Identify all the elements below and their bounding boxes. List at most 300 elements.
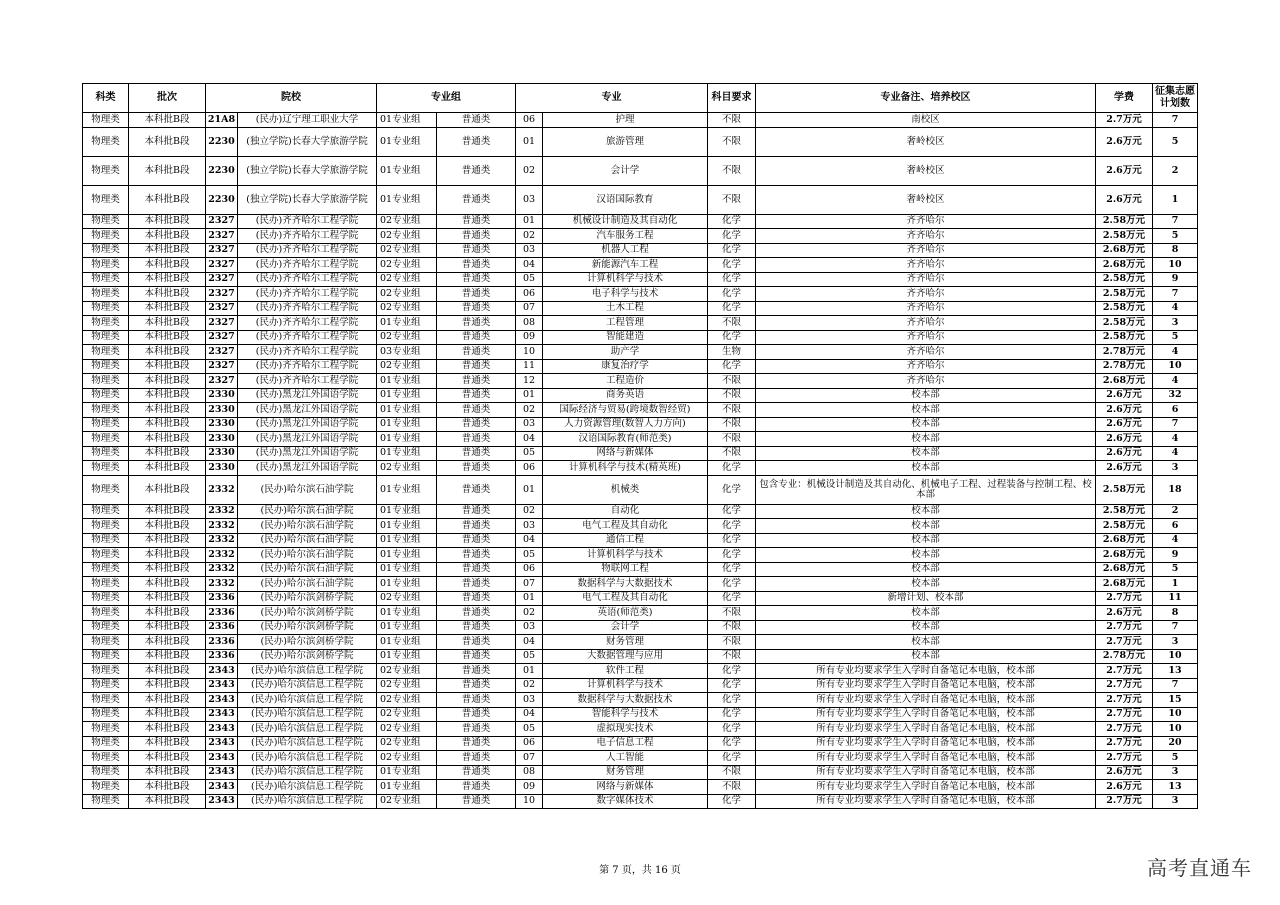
- cell-group: 01专业组: [377, 185, 437, 214]
- cell-batch: 本科批B段: [129, 272, 206, 287]
- cell-batch: 本科批B段: [129, 374, 206, 389]
- cell-tuition: 2.58万元: [1096, 272, 1153, 287]
- cell-major-code: 04: [516, 533, 543, 548]
- cell-category: 物理类: [83, 606, 129, 621]
- cell-school-name: (民办)齐齐哈尔工程学院: [238, 316, 377, 331]
- cell-major-code: 05: [516, 272, 543, 287]
- cell-tuition: 2.68万元: [1096, 374, 1153, 389]
- cell-subject-requirement: 化学: [708, 736, 756, 751]
- cell-school-code: 2332: [206, 504, 238, 519]
- table-row: [83, 635, 1198, 650]
- cell-batch: 本科批B段: [129, 533, 206, 548]
- cell-group-type: 普通类: [437, 765, 516, 780]
- cell-batch: 本科批B段: [129, 577, 206, 592]
- cell-notes: 校本部: [756, 548, 1096, 563]
- cell-notes: 奢岭校区: [756, 185, 1096, 214]
- cell-school-code: 2343: [206, 678, 238, 693]
- cell-plan-count: 7: [1153, 620, 1198, 635]
- cell-plan-count: 15: [1153, 693, 1198, 708]
- cell-group: 02专业组: [377, 664, 437, 679]
- cell-notes: 所有专业均要求学生入学时自备笔记本电脑，校本部: [756, 765, 1096, 780]
- cell-school-name: (民办)哈尔滨石油学院: [238, 475, 377, 504]
- cell-notes: 所有专业均要求学生入学时自备笔记本电脑，校本部: [756, 751, 1096, 766]
- cell-tuition: 2.6万元: [1096, 446, 1153, 461]
- cell-major-name: 工程造价: [543, 374, 708, 389]
- cell-notes: 齐齐哈尔: [756, 316, 1096, 331]
- cell-batch: 本科批B段: [129, 765, 206, 780]
- cell-group-type: 普通类: [437, 707, 516, 722]
- cell-major-code: 03: [516, 620, 543, 635]
- cell-subject-requirement: 不限: [708, 765, 756, 780]
- cell-group: 01专业组: [377, 127, 437, 156]
- cell-plan-count: 8: [1153, 606, 1198, 621]
- cell-notes: 所有专业均要求学生入学时自备笔记本电脑，校本部: [756, 678, 1096, 693]
- cell-plan-count: 8: [1153, 243, 1198, 258]
- cell-batch: 本科批B段: [129, 707, 206, 722]
- cell-major-code: 03: [516, 519, 543, 534]
- cell-school-name: (民办)哈尔滨信息工程学院: [238, 736, 377, 751]
- cell-notes: 校本部: [756, 620, 1096, 635]
- cell-major-name: 电子信息工程: [543, 736, 708, 751]
- cell-school-code: 2343: [206, 794, 238, 809]
- cell-school-code: 2330: [206, 432, 238, 447]
- cell-major-name: 护理: [543, 113, 708, 128]
- cell-group: 01专业组: [377, 635, 437, 650]
- cell-batch: 本科批B段: [129, 736, 206, 751]
- cell-tuition: 2.68万元: [1096, 577, 1153, 592]
- cell-major-code: 02: [516, 403, 543, 418]
- cell-group-type: 普通类: [437, 374, 516, 389]
- cell-major-code: 07: [516, 577, 543, 592]
- table-row: [83, 591, 1198, 606]
- cell-major-code: 05: [516, 649, 543, 664]
- cell-group: 02专业组: [377, 591, 437, 606]
- cell-school-name: (民办)哈尔滨信息工程学院: [238, 751, 377, 766]
- cell-group-type: 普通类: [437, 635, 516, 650]
- table-row: [83, 504, 1198, 519]
- table-row: [83, 417, 1198, 432]
- cell-group-type: 普通类: [437, 736, 516, 751]
- cell-group: 01专业组: [377, 156, 437, 185]
- cell-notes: 所有专业均要求学生入学时自备笔记本电脑，校本部: [756, 693, 1096, 708]
- cell-tuition: 2.7万元: [1096, 113, 1153, 128]
- cell-tuition: 2.7万元: [1096, 635, 1153, 650]
- cell-plan-count: 4: [1153, 533, 1198, 548]
- cell-batch: 本科批B段: [129, 127, 206, 156]
- cell-group-type: 普通类: [437, 461, 516, 476]
- cell-school-code: 21A8: [206, 113, 238, 128]
- table-row: [83, 287, 1198, 302]
- cell-group-type: 普通类: [437, 446, 516, 461]
- cell-notes: 齐齐哈尔: [756, 359, 1096, 374]
- header-tuition: 学费: [1096, 84, 1153, 113]
- cell-group: 02专业组: [377, 330, 437, 345]
- cell-group: 01专业组: [377, 113, 437, 128]
- cell-major-name: 大数据管理与应用: [543, 649, 708, 664]
- cell-major-code: 08: [516, 765, 543, 780]
- header-plan-count: 征集志愿计划数: [1153, 84, 1198, 113]
- cell-group: 01专业组: [377, 504, 437, 519]
- cell-school-code: 2343: [206, 693, 238, 708]
- cell-category: 物理类: [83, 301, 129, 316]
- cell-group-type: 普通类: [437, 751, 516, 766]
- header-major-group: 专业组: [377, 84, 516, 113]
- cell-major-code: 07: [516, 751, 543, 766]
- cell-notes: 校本部: [756, 432, 1096, 447]
- cell-category: 物理类: [83, 113, 129, 128]
- cell-notes: 南校区: [756, 113, 1096, 128]
- cell-group-type: 普通类: [437, 214, 516, 229]
- cell-school-name: (独立学院)长春大学旅游学院: [238, 156, 377, 185]
- cell-group: 01专业组: [377, 432, 437, 447]
- cell-school-name: (民办)黑龙江外国语学院: [238, 432, 377, 447]
- cell-subject-requirement: 化学: [708, 577, 756, 592]
- cell-category: 物理类: [83, 330, 129, 345]
- cell-school-name: (民办)哈尔滨信息工程学院: [238, 664, 377, 679]
- cell-school-name: (民办)哈尔滨信息工程学院: [238, 678, 377, 693]
- cell-major-code: 03: [516, 185, 543, 214]
- table-row: [83, 127, 1198, 156]
- cell-notes: 校本部: [756, 577, 1096, 592]
- cell-batch: 本科批B段: [129, 504, 206, 519]
- cell-plan-count: 6: [1153, 403, 1198, 418]
- cell-category: 物理类: [83, 678, 129, 693]
- table-row: [83, 562, 1198, 577]
- table-row: [83, 388, 1198, 403]
- cell-plan-count: 3: [1153, 461, 1198, 476]
- cell-category: 物理类: [83, 316, 129, 331]
- cell-category: 物理类: [83, 272, 129, 287]
- cell-group: 02专业组: [377, 794, 437, 809]
- cell-school-name: (民办)黑龙江外国语学院: [238, 461, 377, 476]
- cell-category: 物理类: [83, 635, 129, 650]
- cell-batch: 本科批B段: [129, 330, 206, 345]
- cell-school-name: (民办)齐齐哈尔工程学院: [238, 301, 377, 316]
- cell-school-code: 2336: [206, 591, 238, 606]
- cell-major-name: 计算机科学与技术: [543, 272, 708, 287]
- cell-plan-count: 3: [1153, 316, 1198, 331]
- cell-plan-count: 4: [1153, 432, 1198, 447]
- cell-group-type: 普通类: [437, 519, 516, 534]
- cell-school-code: 2336: [206, 649, 238, 664]
- cell-tuition: 2.7万元: [1096, 678, 1153, 693]
- cell-group: 02专业组: [377, 693, 437, 708]
- cell-major-code: 03: [516, 417, 543, 432]
- cell-major-name: 通信工程: [543, 533, 708, 548]
- cell-major-code: 03: [516, 693, 543, 708]
- cell-tuition: 2.58万元: [1096, 301, 1153, 316]
- cell-tuition: 2.58万元: [1096, 229, 1153, 244]
- cell-notes: 所有专业均要求学生入学时自备笔记本电脑，校本部: [756, 780, 1096, 795]
- cell-major-name: 新能源汽车工程: [543, 258, 708, 273]
- header-batch: 批次: [129, 84, 206, 113]
- cell-major-name: 虚拟现实技术: [543, 722, 708, 737]
- cell-group: 01专业组: [377, 562, 437, 577]
- cell-plan-count: 10: [1153, 258, 1198, 273]
- cell-school-code: 2327: [206, 301, 238, 316]
- table-row: [83, 620, 1198, 635]
- cell-plan-count: 9: [1153, 548, 1198, 563]
- cell-tuition: 2.68万元: [1096, 258, 1153, 273]
- cell-subject-requirement: 化学: [708, 751, 756, 766]
- cell-major-name: 工程管理: [543, 316, 708, 331]
- cell-notes: 所有专业均要求学生入学时自备笔记本电脑，校本部: [756, 707, 1096, 722]
- cell-school-name: (民办)齐齐哈尔工程学院: [238, 229, 377, 244]
- cell-major-code: 10: [516, 345, 543, 360]
- cell-subject-requirement: 化学: [708, 548, 756, 563]
- cell-plan-count: 7: [1153, 678, 1198, 693]
- cell-group-type: 普通类: [437, 475, 516, 504]
- cell-major-code: 09: [516, 330, 543, 345]
- cell-group-type: 普通类: [437, 345, 516, 360]
- table-row: [83, 736, 1198, 751]
- cell-school-name: (民办)齐齐哈尔工程学院: [238, 374, 377, 389]
- cell-group-type: 普通类: [437, 243, 516, 258]
- cell-tuition: 2.78万元: [1096, 359, 1153, 374]
- cell-school-code: 2343: [206, 707, 238, 722]
- table-row: [83, 765, 1198, 780]
- table-row: [83, 649, 1198, 664]
- cell-subject-requirement: 化学: [708, 533, 756, 548]
- cell-major-name: 软件工程: [543, 664, 708, 679]
- table-row: [83, 606, 1198, 621]
- cell-school-name: (民办)黑龙江外国语学院: [238, 446, 377, 461]
- cell-major-code: 03: [516, 243, 543, 258]
- cell-group-type: 普通类: [437, 272, 516, 287]
- cell-school-code: 2327: [206, 258, 238, 273]
- cell-tuition: 2.7万元: [1096, 620, 1153, 635]
- cell-group-type: 普通类: [437, 388, 516, 403]
- cell-group-type: 普通类: [437, 287, 516, 302]
- cell-school-code: 2327: [206, 287, 238, 302]
- cell-subject-requirement: 不限: [708, 620, 756, 635]
- cell-batch: 本科批B段: [129, 185, 206, 214]
- cell-group: 02专业组: [377, 301, 437, 316]
- cell-group-type: 普通类: [437, 127, 516, 156]
- cell-subject-requirement: 化学: [708, 794, 756, 809]
- cell-category: 物理类: [83, 577, 129, 592]
- cell-tuition: 2.78万元: [1096, 345, 1153, 360]
- cell-notes: 校本部: [756, 461, 1096, 476]
- cell-subject-requirement: 化学: [708, 229, 756, 244]
- cell-major-name: 国际经济与贸易(跨境数智经贸): [543, 403, 708, 418]
- cell-school-code: 2230: [206, 127, 238, 156]
- cell-category: 物理类: [83, 359, 129, 374]
- cell-group: 02专业组: [377, 678, 437, 693]
- cell-tuition: 2.68万元: [1096, 548, 1153, 563]
- cell-plan-count: 3: [1153, 794, 1198, 809]
- cell-school-name: (民办)哈尔滨信息工程学院: [238, 693, 377, 708]
- cell-notes: 所有专业均要求学生入学时自备笔记本电脑，校本部: [756, 664, 1096, 679]
- cell-subject-requirement: 化学: [708, 591, 756, 606]
- cell-group-type: 普通类: [437, 229, 516, 244]
- cell-tuition: 2.6万元: [1096, 403, 1153, 418]
- cell-major-code: 04: [516, 432, 543, 447]
- table-row: [83, 113, 1198, 128]
- cell-plan-count: 20: [1153, 736, 1198, 751]
- cell-major-name: 汽车服务工程: [543, 229, 708, 244]
- cell-subject-requirement: 化学: [708, 664, 756, 679]
- cell-tuition: 2.58万元: [1096, 475, 1153, 504]
- cell-major-name: 康复治疗学: [543, 359, 708, 374]
- cell-school-code: 2327: [206, 345, 238, 360]
- cell-batch: 本科批B段: [129, 113, 206, 128]
- cell-group-type: 普通类: [437, 156, 516, 185]
- cell-school-code: 2327: [206, 272, 238, 287]
- cell-group: 02专业组: [377, 287, 437, 302]
- cell-school-name: (民办)哈尔滨石油学院: [238, 548, 377, 563]
- cell-group-type: 普通类: [437, 722, 516, 737]
- cell-category: 物理类: [83, 504, 129, 519]
- cell-subject-requirement: 化学: [708, 461, 756, 476]
- table-row: [83, 432, 1198, 447]
- cell-plan-count: 5: [1153, 127, 1198, 156]
- table-row: [83, 214, 1198, 229]
- cell-major-name: 电气工程及其自动化: [543, 591, 708, 606]
- cell-major-code: 01: [516, 475, 543, 504]
- cell-notes: 奢岭校区: [756, 127, 1096, 156]
- cell-major-code: 10: [516, 794, 543, 809]
- cell-tuition: 2.6万元: [1096, 388, 1153, 403]
- cell-subject-requirement: 不限: [708, 127, 756, 156]
- cell-major-name: 自动化: [543, 504, 708, 519]
- cell-batch: 本科批B段: [129, 475, 206, 504]
- cell-school-name: (民办)哈尔滨信息工程学院: [238, 780, 377, 795]
- table-row: [83, 185, 1198, 214]
- cell-group: 01专业组: [377, 316, 437, 331]
- cell-category: 物理类: [83, 519, 129, 534]
- table-row: [83, 272, 1198, 287]
- cell-notes: 齐齐哈尔: [756, 345, 1096, 360]
- cell-major-code: 05: [516, 722, 543, 737]
- cell-subject-requirement: 化学: [708, 722, 756, 737]
- cell-batch: 本科批B段: [129, 649, 206, 664]
- cell-group-type: 普通类: [437, 780, 516, 795]
- cell-notes: 包含专业：机械设计制造及其自动化、机械电子工程、过程装备与控制工程、校本部: [756, 475, 1096, 504]
- cell-school-name: (民办)齐齐哈尔工程学院: [238, 243, 377, 258]
- cell-plan-count: 5: [1153, 330, 1198, 345]
- table-row: [83, 664, 1198, 679]
- cell-batch: 本科批B段: [129, 606, 206, 621]
- cell-tuition: 2.68万元: [1096, 562, 1153, 577]
- cell-major-code: 06: [516, 287, 543, 302]
- cell-category: 物理类: [83, 548, 129, 563]
- cell-major-name: 智能建造: [543, 330, 708, 345]
- cell-plan-count: 4: [1153, 446, 1198, 461]
- cell-batch: 本科批B段: [129, 751, 206, 766]
- cell-group-type: 普通类: [437, 606, 516, 621]
- cell-major-name: 计算机科学与技术: [543, 678, 708, 693]
- cell-group: 01专业组: [377, 765, 437, 780]
- cell-plan-count: 4: [1153, 301, 1198, 316]
- cell-notes: 校本部: [756, 504, 1096, 519]
- cell-plan-count: 2: [1153, 504, 1198, 519]
- table-row: [83, 301, 1198, 316]
- cell-school-code: 2327: [206, 330, 238, 345]
- header-category: 科类: [83, 84, 129, 113]
- cell-category: 物理类: [83, 374, 129, 389]
- cell-group: 01专业组: [377, 475, 437, 504]
- cell-school-code: 2343: [206, 722, 238, 737]
- cell-notes: 齐齐哈尔: [756, 214, 1096, 229]
- cell-notes: 齐齐哈尔: [756, 330, 1096, 345]
- cell-major-code: 01: [516, 127, 543, 156]
- cell-notes: 校本部: [756, 403, 1096, 418]
- cell-major-name: 财务管理: [543, 635, 708, 650]
- cell-school-name: (民办)哈尔滨剑桥学院: [238, 591, 377, 606]
- cell-subject-requirement: 化学: [708, 330, 756, 345]
- cell-school-code: 2327: [206, 359, 238, 374]
- cell-plan-count: 13: [1153, 780, 1198, 795]
- cell-notes: 校本部: [756, 417, 1096, 432]
- cell-group: 02专业组: [377, 359, 437, 374]
- cell-category: 物理类: [83, 707, 129, 722]
- cell-notes: 校本部: [756, 649, 1096, 664]
- cell-major-code: 04: [516, 707, 543, 722]
- cell-major-name: 汉语国际教育(师范类): [543, 432, 708, 447]
- cell-school-code: 2230: [206, 156, 238, 185]
- cell-group: 02专业组: [377, 214, 437, 229]
- cell-major-name: 机器人工程: [543, 243, 708, 258]
- cell-plan-count: 6: [1153, 519, 1198, 534]
- cell-tuition: 2.7万元: [1096, 794, 1153, 809]
- cell-major-code: 02: [516, 156, 543, 185]
- cell-subject-requirement: 化学: [708, 287, 756, 302]
- cell-tuition: 2.7万元: [1096, 722, 1153, 737]
- table-row: [83, 533, 1198, 548]
- cell-major-code: 06: [516, 461, 543, 476]
- cell-plan-count: 4: [1153, 345, 1198, 360]
- cell-school-code: 2230: [206, 185, 238, 214]
- table-row: [83, 751, 1198, 766]
- cell-notes: 校本部: [756, 635, 1096, 650]
- cell-tuition: 2.6万元: [1096, 185, 1153, 214]
- cell-subject-requirement: 化学: [708, 504, 756, 519]
- cell-major-name: 财务管理: [543, 765, 708, 780]
- cell-subject-requirement: 化学: [708, 243, 756, 258]
- cell-school-name: (民办)齐齐哈尔工程学院: [238, 287, 377, 302]
- cell-school-code: 2343: [206, 736, 238, 751]
- cell-school-name: (民办)齐齐哈尔工程学院: [238, 258, 377, 273]
- table-row: [83, 461, 1198, 476]
- cell-major-name: 机械类: [543, 475, 708, 504]
- cell-school-name: (民办)黑龙江外国语学院: [238, 403, 377, 418]
- cell-notes: 奢岭校区: [756, 156, 1096, 185]
- cell-group-type: 普通类: [437, 649, 516, 664]
- cell-category: 物理类: [83, 446, 129, 461]
- cell-category: 物理类: [83, 229, 129, 244]
- cell-category: 物理类: [83, 345, 129, 360]
- cell-batch: 本科批B段: [129, 432, 206, 447]
- cell-subject-requirement: 不限: [708, 374, 756, 389]
- cell-school-name: (民办)哈尔滨剑桥学院: [238, 620, 377, 635]
- cell-school-code: 2330: [206, 403, 238, 418]
- table-row: [83, 330, 1198, 345]
- cell-school-code: 2327: [206, 243, 238, 258]
- cell-school-code: 2332: [206, 548, 238, 563]
- cell-major-code: 12: [516, 374, 543, 389]
- cell-notes: 齐齐哈尔: [756, 374, 1096, 389]
- cell-school-code: 2332: [206, 562, 238, 577]
- cell-subject-requirement: 不限: [708, 780, 756, 795]
- cell-subject-requirement: 生物: [708, 345, 756, 360]
- cell-plan-count: 10: [1153, 359, 1198, 374]
- cell-school-name: (民办)齐齐哈尔工程学院: [238, 272, 377, 287]
- cell-major-name: 旅游管理: [543, 127, 708, 156]
- cell-major-name: 土木工程: [543, 301, 708, 316]
- header-major: 专业: [516, 84, 708, 113]
- cell-major-code: 09: [516, 780, 543, 795]
